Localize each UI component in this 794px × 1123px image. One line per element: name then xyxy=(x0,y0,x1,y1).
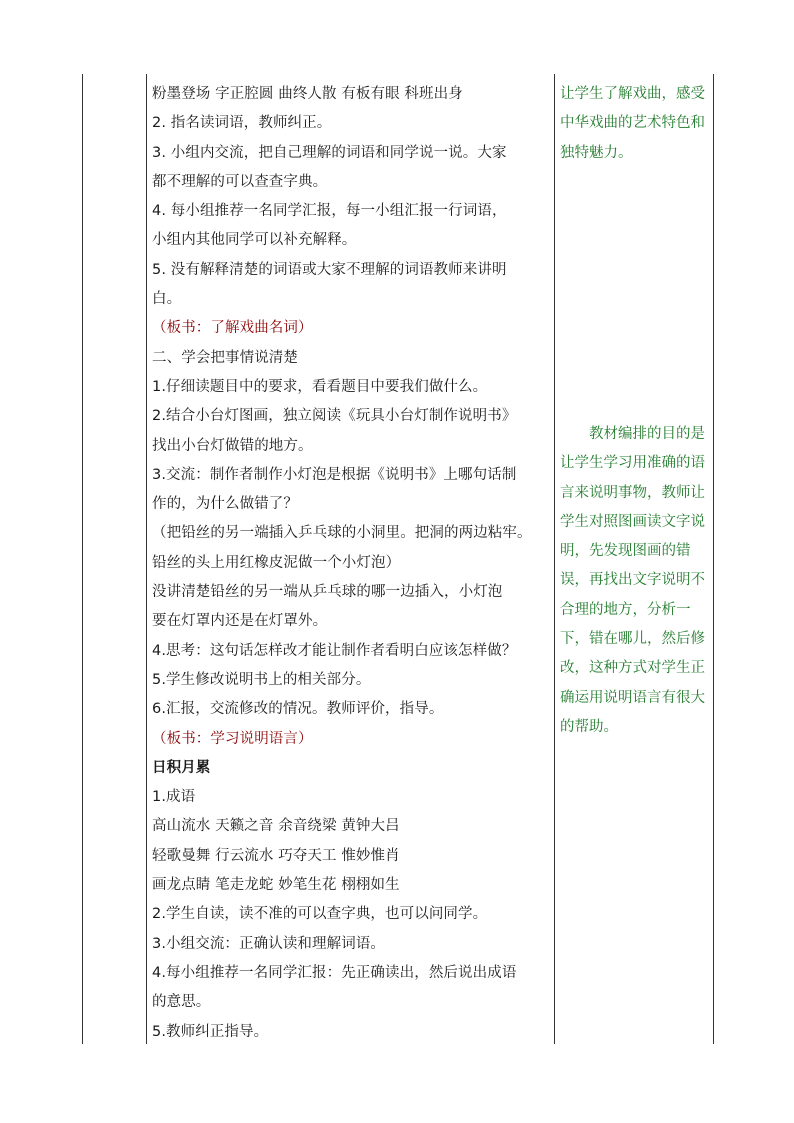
text-line: 找出小台灯做错的地方。 xyxy=(152,437,313,454)
text-line: 的意思。 xyxy=(152,994,211,1011)
text-line: 小组内其他同学可以补充解释。 xyxy=(152,232,357,249)
text-line: 2.学生自读，读不准的可以查字典，也可以问同学。 xyxy=(152,906,488,923)
table-border-left xyxy=(82,74,83,1044)
text-line: 1.成语 xyxy=(152,789,196,806)
text-line: 4.每小组推荐一名同学汇报：先正确读出，然后说出成语 xyxy=(152,964,517,981)
board-note-line: （板书：了解戏曲名词） xyxy=(152,320,313,337)
idiom-line: 画龙点睛 笔走龙蛇 妙笔生花 栩栩如生 xyxy=(152,877,400,894)
table-border-col1 xyxy=(146,74,147,1044)
text-line: 4.思考：这句话怎样改才能让制作者看明白应该怎样做？ xyxy=(152,642,517,659)
text-line: 白。 xyxy=(152,291,182,308)
text-line: 1.仔细读题目中的要求，看看题目中要我们做什么。 xyxy=(152,378,488,395)
idiom-line: 高山流水 天籁之音 余音绕梁 黄钟大吕 xyxy=(152,818,400,835)
text-line: 铅丝的头上用红橡皮泥做一个小灯泡） xyxy=(152,554,401,571)
table-border-right xyxy=(713,74,714,1044)
section-heading: 二、学会把事情说清楚 xyxy=(152,349,298,366)
text-line: 3. 小组内交流，把自己理解的词语和同学说一说。大家 xyxy=(152,144,507,161)
text-line: 3.小组交流：正确认读和理解词语。 xyxy=(152,935,386,952)
teaching-process-cell xyxy=(152,80,552,1047)
text-line: 4. 每小组推荐一名同学汇报，每一小组汇报一行词语， xyxy=(152,203,507,220)
text-line: 5.学生修改说明书上的相关部分。 xyxy=(152,671,371,688)
text-line: 要在灯罩内还是在灯罩外。 xyxy=(152,613,328,630)
text-line: （把铅丝的另一端插入乒乓球的小洞里。把洞的两边粘牢。 xyxy=(152,525,532,542)
text-line: 都不理解的可以查查字典。 xyxy=(152,173,328,190)
table-border-col2 xyxy=(554,74,555,1044)
board-note-line: （板书：学习说明语言） xyxy=(152,730,313,747)
text-line: 5.教师纠正指导。 xyxy=(152,1023,269,1040)
design-intent-note-2: 教材编排的目的是让学生学习用准确的语言来说明事物，教师让学生对照图画读文字说明，先发现图画的错误，再找出文字说明不合理的地方，分析一下，错在哪儿，然后修改，这种方式对学生正确运用说明语言有很大的帮助。 xyxy=(560,426,705,735)
section-heading: 日积月累 xyxy=(152,759,211,776)
text-line: 6.汇报，交流修改的情况。教师评价，指导。 xyxy=(152,701,444,718)
text-line: 2. 指名读词语，教师纠正。 xyxy=(152,115,332,132)
text-line: 粉墨登场 字正腔圆 曲终人散 有板有眼 科班出身 xyxy=(152,86,463,102)
text-line: 作的，为什么做错了？ xyxy=(152,496,298,513)
design-intent-note-1: 让学生了解戏曲，感受中华戏曲的艺术特色和独特魅力。 xyxy=(560,86,705,161)
idiom-line: 轻歌曼舞 行云流水 巧夺天工 惟妙惟肖 xyxy=(152,847,400,864)
text-line: 3.交流：制作者制作小灯泡是根据《说明书》上哪句话制 xyxy=(152,466,517,483)
text-line: 没讲清楚铅丝的另一端从乒乓球的哪一边插入，小灯泡 xyxy=(152,584,503,601)
text-line: 5. 没有解释清楚的词语或大家不理解的词语教师来讲明 xyxy=(152,261,507,278)
text-line: 2.结合小台灯图画，独立阅读《玩具小台灯制作说明书》 xyxy=(152,408,517,425)
